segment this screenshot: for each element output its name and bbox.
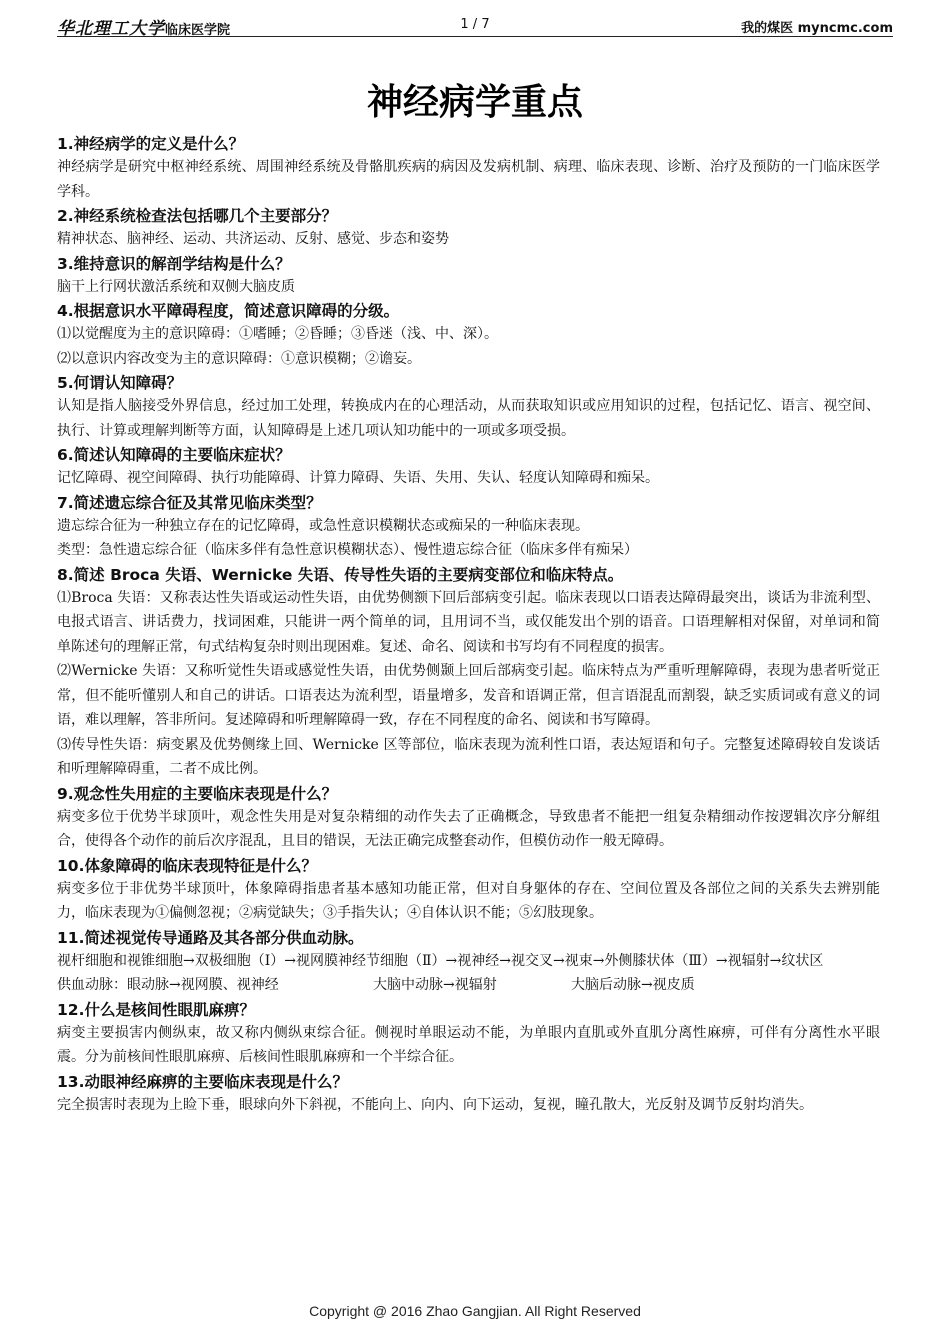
answer-paragraph: ⑴Broca 失语：又称表达性失语或运动性失语，由优势侧额下回后部病变引起。临床表现以口语表达障碍最突出，谈话为非流利型、电报式语言、讲话费力，找词困难，只能讲一两个简单的词，且用词不当，或仅能发出个别的语音。口语理解相对保留，对单词和简单陈述句的理解正常，句式结构复杂时则出现困难。复述、命名、阅读和书写均有不同程度的损害。 (57, 589, 880, 655)
page-number: 1 / 7 (460, 17, 490, 32)
answer-paragraph: 病变多位于非优势半球顶叶，体象障碍指患者基本感知功能正常，但对自身躯体的存在、空间位置及各部位之间的关系失去辨别能力，临床表现为①偏侧忽视；②病觉缺失；③手指失认；④自体认识不能；⑤幻肢现象。 (57, 880, 880, 921)
answer-paragraph: 遗忘综合征为一种独立存在的记忆障碍，或急性意识模糊状态或痴呆的一种临床表现。 (57, 517, 589, 534)
page-header (57, 8, 893, 37)
question-heading: 11.简述视觉传导通路及其各部分供血动脉。 (57, 928, 364, 947)
answer-paragraph: 脑干上行网状激活系统和双侧大脑皮质 (57, 278, 295, 295)
blood-supply-row (57, 973, 880, 998)
site-link[interactable]: 我的煤医 myncmc.com (741, 21, 893, 36)
answer-paragraph: ⑵以意识内容改变为主的意识障碍：①意识模糊；②谵妄。 (57, 350, 421, 367)
blood-supply-item: 大脑后动脉→视皮质 (571, 977, 695, 993)
question-heading: 3.维持意识的解剖学结构是什么？ (57, 254, 291, 273)
blood-supply-item: 供血动脉：眼动脉→视网膜、视神经 (57, 977, 279, 993)
answer-paragraph: ⑵Wernicke 失语：又称听觉性失语或感觉性失语，由优势侧颞上回后部病变引起。临床特点为严重听理解障碍，表现为患者听觉正常，但不能听懂别人和自己的讲话。口语表达为流利型，语量增多，发音和语调正常，但言语混乱而割裂，缺乏实质词或有意义的词语，难以理解，答非所问。复述障碍和听理解障碍一致，存在不同程度的命名、阅读和书写障碍。 (57, 663, 880, 728)
question-heading: 13.动眼神经麻痹的主要临床表现是什么？ (57, 1072, 348, 1091)
answer-paragraph: 认知是指人脑接受外界信息，经过加工处理，转换成内在的心理活动，从而获取知识或应用知识的过程，包括记忆、语言、视空间、执行、计算或理解判断等方面，认知障碍是上述几项认知功能中的一项或多项受损。 (57, 398, 880, 439)
question-heading: 9.观念性失用症的主要临床表现是什么？ (57, 784, 338, 803)
question-heading: 7.简述遗忘综合征及其常见临床类型？ (57, 493, 322, 512)
question-heading: 10.体象障碍的临床表现特征是什么？ (57, 856, 317, 875)
document-title: 神经病学重点 (366, 82, 583, 123)
answer-paragraph: 神经病学是研究中枢神经系统、周围神经系统及骨骼肌疾病的病因及发病机制、病理、临床表现、诊断、治疗及预防的一门临床医学学科。 (57, 159, 880, 200)
question-heading: 2.神经系统检查法包括哪几个主要部分？ (57, 207, 338, 225)
question-heading: 1.神经病学的定义是什么？ (57, 135, 245, 153)
copyright-footer: Copyright @ 2016 Zhao Gangjian. All Right Reserved (309, 1303, 641, 1319)
answer-paragraph: 精神状态、脑神经、运动、共济运动、反射、感觉、步态和姿势 (57, 231, 449, 247)
question-heading: 4.根据意识水平障碍程度，简述意识障碍的分级。 (57, 302, 400, 320)
question-heading: 12.什么是核间性眼肌麻痹？ (57, 1000, 255, 1019)
question-heading: 8.简述 Broca 失语、Wernicke 失语、传导性失语的主要病变部位和临床特点。 (57, 565, 624, 584)
content-body (57, 132, 880, 1117)
logo-subtitle: 临床医学院 (165, 23, 231, 38)
answer-paragraph: 视杆细胞和视锥细胞→双极细胞（Ⅰ）→视网膜神经节细胞（Ⅱ）→视神经→视交叉→视束→外侧膝状体（Ⅲ）→视辐射→纹状区 (57, 952, 824, 969)
question-heading: 5.何谓认知障碍？ (57, 374, 183, 392)
logo-text: 华北理工大学 (57, 19, 165, 39)
answer-paragraph: 完全损害时表现为上睑下垂，眼球向外下斜视，不能向上、向内、向下运动，复视，瞳孔散大，光反射及调节反射均消失。 (57, 1096, 813, 1113)
answer-paragraph: ⑶传导性失语：病变累及优势侧缘上回、Wernicke 区等部位，临床表现为流利性口语，表达短语和句子。完整复述障碍较自发谈话和听理解障碍重，二者不成比例。 (57, 736, 880, 777)
answer-paragraph: 病变多位于优势半球顶叶，观念性失用是对复杂精细的动作失去了正确概念，导致患者不能把一组复杂精细动作按逻辑次序分解组合，使得各个动作的前后次序混乱，且目的错误，无法正确完成整套动作，但模仿动作一般无障碍。 (57, 808, 880, 849)
answer-paragraph: 病变主要损害内侧纵束，故又称内侧纵束综合征。侧视时单眼运动不能，为单眼内直肌或外直肌分离性麻痹，可伴有分离性水平眼震。分为前核间性眼肌麻痹、后核间性眼肌麻痹和一个半综合征。 (57, 1024, 880, 1065)
answer-paragraph: 记忆障碍、视空间障碍、执行功能障碍、计算力障碍、失语、失用、失认、轻度认知障碍和痴呆。 (57, 470, 659, 486)
blood-supply-item: 大脑中动脉→视辐射 (373, 977, 497, 993)
question-heading: 6.简述认知障碍的主要临床症状？ (57, 446, 291, 464)
answer-paragraph: 类型：急性遗忘综合征（临床多伴有急性意识模糊状态）、慢性遗忘综合征（临床多伴有痴呆） (57, 542, 638, 558)
answer-paragraph: ⑴以觉醒度为主的意识障碍：①嗜睡；②昏睡；③昏迷（浅、中、深）。 (57, 326, 498, 342)
